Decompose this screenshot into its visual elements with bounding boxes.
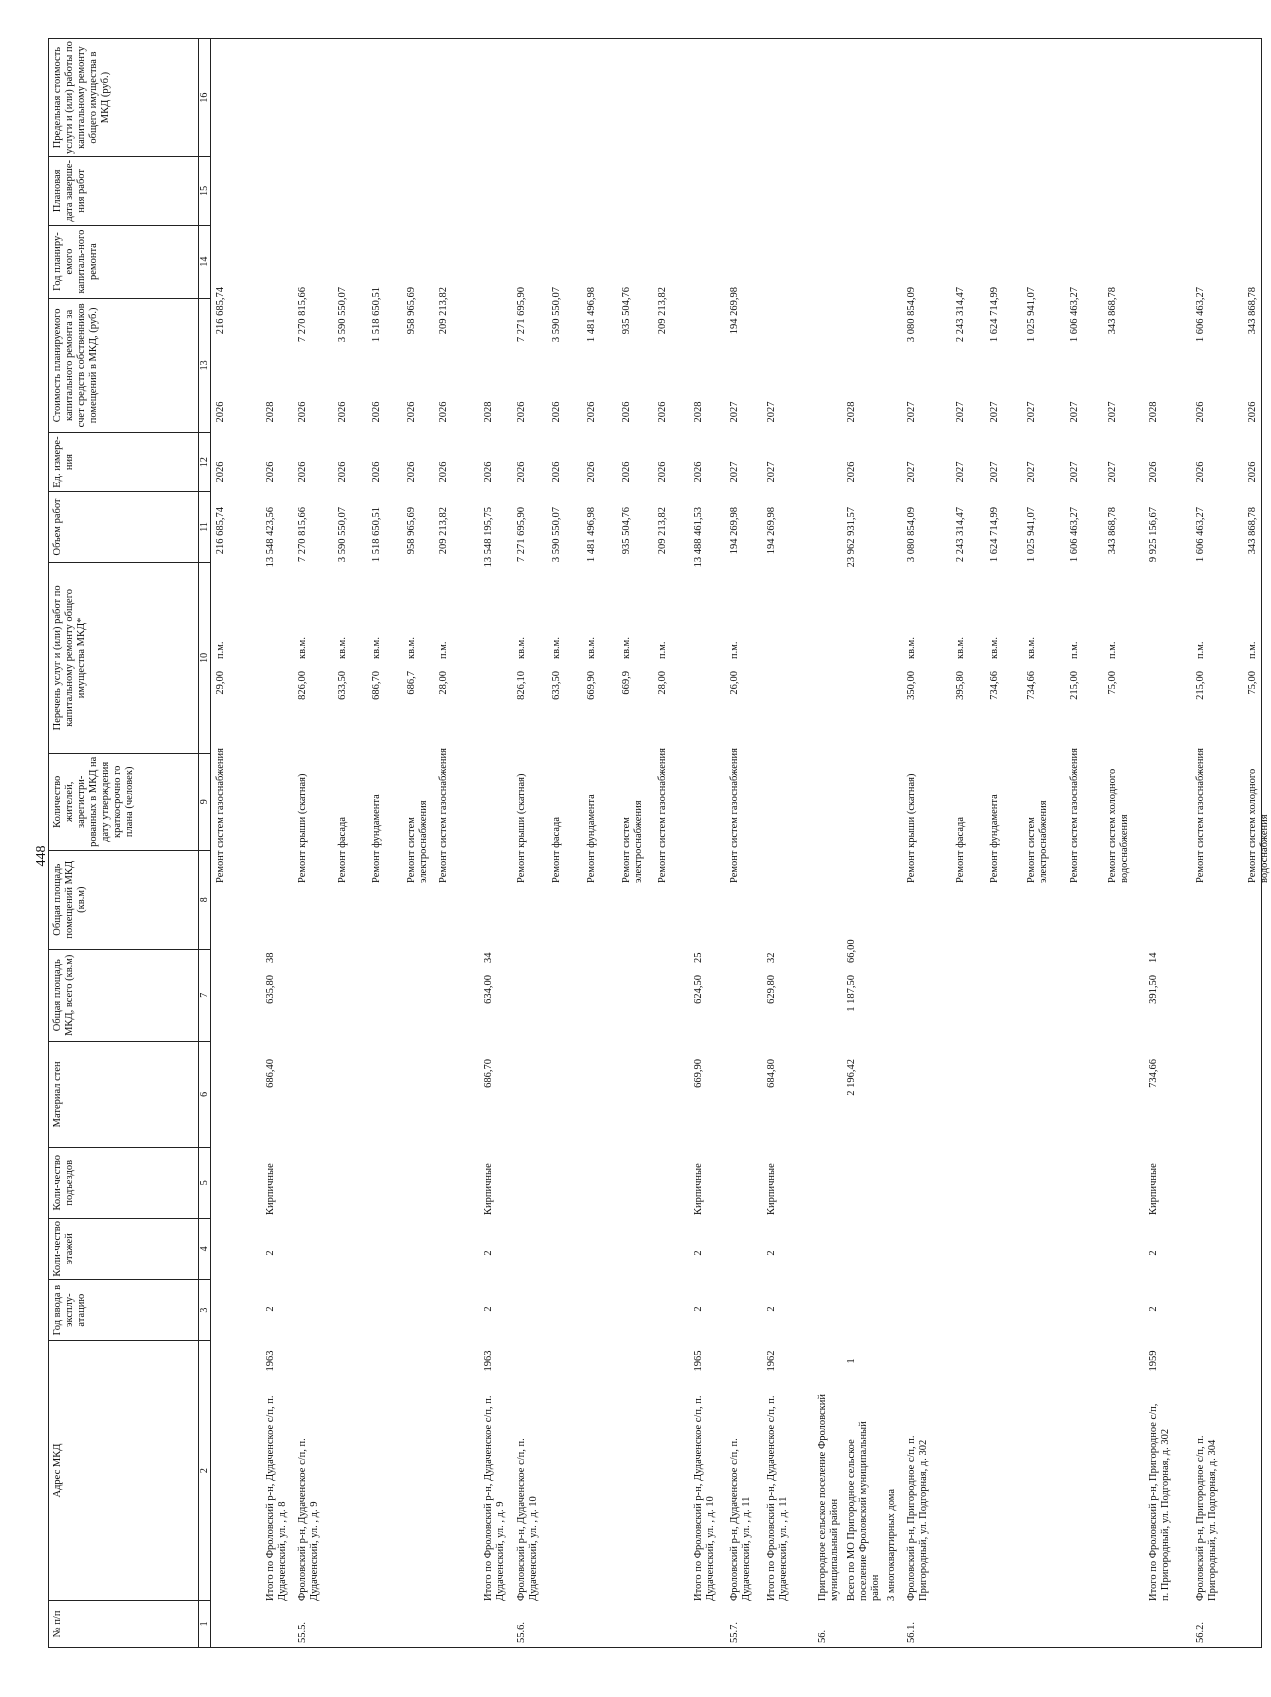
header-row — [49, 39, 199, 1648]
table-cell: 2027 — [1107, 461, 1118, 483]
table-row — [297, 39, 320, 1647]
table-cell: 3 590 550,07 — [551, 507, 562, 563]
table-cell: 1 025 941,07 — [1026, 507, 1037, 563]
table-cell: 958 965,69 — [406, 507, 417, 555]
table-cell: Ремонт систем электроснабжения — [1026, 800, 1049, 883]
table-cell: 2026 — [586, 401, 597, 423]
table-row — [846, 39, 881, 1647]
table-cell: 2026 — [406, 461, 417, 483]
table-cell: п.м. — [1107, 641, 1118, 659]
table-cell: 28,00 — [438, 671, 449, 695]
table-cell: Итого по Фроловский р-н, Дудаченское с/п, п. Дудаченский, ул. , д. 8 — [265, 1395, 288, 1601]
table-cell: кв.м. — [586, 637, 597, 659]
column-header: Коли-чество подъездов — [49, 1147, 199, 1218]
table-cell: 2027 — [1026, 401, 1037, 423]
table-cell: 2028 — [693, 401, 704, 423]
table-cell: 2026 — [337, 461, 348, 483]
table-cell: 56. — [817, 1629, 828, 1643]
table-cell: 2027 — [1107, 401, 1118, 423]
table-cell: 215,00 — [1195, 671, 1206, 700]
table-cell: 684,80 — [766, 1059, 777, 1088]
column-header: Ед. измере-ния — [49, 433, 199, 492]
table-cell: Итого по Фроловский р-н, Дудаченское с/п, п. Дудаченский, ул. , д. 10 — [693, 1395, 716, 1601]
table-cell: кв.м. — [621, 637, 632, 659]
table-cell: 7 271 695,90 — [516, 287, 527, 343]
table-row — [693, 39, 716, 1647]
table-row — [1195, 39, 1218, 1647]
table-cell: 395,80 — [955, 671, 966, 700]
table-cell: 3 590 550,07 — [551, 287, 562, 343]
column-number: 4 — [199, 1218, 211, 1279]
table-cell: 216 685,74 — [215, 507, 226, 555]
table-cell: Итого по Фроловский р-н, Дудаченское с/п, п. Дудаченский, ул. , д. 11 — [766, 1395, 789, 1601]
table-cell: 2026 — [621, 461, 632, 483]
table-cell: 669,9 — [621, 671, 632, 695]
table-row — [551, 39, 567, 1647]
table-cell: 634,00 — [483, 975, 494, 1004]
table-cell: 1 025 941,07 — [1026, 287, 1037, 343]
table-cell: 1 481 496,98 — [586, 287, 597, 343]
column-header: Адрес МКД — [49, 1341, 199, 1601]
table-cell: 1 518 650,51 — [371, 287, 382, 343]
table-cell: Фроловский р-н, Пригородное с/п, п. Пригородный, ул. Подгорная, д. 302 — [906, 1435, 929, 1601]
table-cell: 343 868,78 — [1247, 287, 1258, 335]
table-cell: Кирпичные — [483, 1163, 494, 1215]
table-cell: 1965 — [693, 1350, 704, 1372]
table-cell: п.м. — [1195, 641, 1206, 659]
table-cell: 1963 — [265, 1350, 276, 1372]
table-cell: Ремонт систем электроснабжения — [621, 800, 644, 883]
table-cell: кв.м. — [297, 637, 308, 659]
table-cell: 55.5. — [297, 1622, 308, 1643]
table-cell: 3 080 854,09 — [906, 287, 917, 343]
table-cell: Ремонт систем газоснабжения — [1069, 748, 1080, 883]
table-cell: 2026 — [1247, 461, 1258, 483]
table-row — [516, 39, 539, 1647]
table-cell: Ремонт фундамента — [989, 794, 1000, 883]
table-cell: 2028 — [1148, 401, 1159, 423]
table-cell: 2026 — [1195, 461, 1206, 483]
table-cell: 629,80 — [766, 975, 777, 1004]
table-cell: 2027 — [906, 401, 917, 423]
table-cell: 2 — [693, 1250, 704, 1256]
column-header: Материал стен — [49, 1041, 199, 1147]
capital-repair-table — [48, 38, 1270, 1648]
table-cell: 2028 — [846, 401, 857, 423]
table-cell: 2 196,42 — [846, 1059, 857, 1096]
table-cell: 2 — [1148, 1306, 1159, 1312]
column-header: № п/п — [49, 1600, 199, 1647]
table-cell: п.м. — [215, 641, 226, 659]
column-header: Предельная стоимость услуги и (или) работы по капитальному ремонту общего имущества в МКД (руб.) — [49, 39, 199, 157]
table-cell: Ремонт систем газоснабжения — [1195, 748, 1206, 883]
table-row — [1069, 39, 1085, 1647]
table-row — [657, 39, 673, 1647]
table-cell: 216 685,74 — [215, 287, 226, 335]
table-cell: 3 многоквартирных дома — [886, 1488, 897, 1601]
table-cell: 2027 — [1026, 461, 1037, 483]
table-row — [586, 39, 602, 1647]
table-cell: 23 962 931,57 — [846, 507, 857, 568]
table-cell: кв.м. — [371, 637, 382, 659]
table-cell: 2 — [265, 1250, 276, 1256]
table-cell: 2027 — [955, 461, 966, 483]
table-cell: Ремонт фундамента — [371, 794, 382, 883]
table-cell: Ремонт систем газоснабжения — [729, 748, 740, 883]
table-cell: Ремонт фундамента — [586, 794, 597, 883]
table-row — [1148, 39, 1171, 1647]
column-number: 16 — [199, 39, 211, 157]
table-cell: 2027 — [989, 401, 1000, 423]
table-cell: 56.2. — [1195, 1622, 1206, 1643]
table-cell: 2026 — [657, 401, 668, 423]
table-cell: Ремонт крыши (скатная) — [906, 773, 917, 883]
table-cell: 2026 — [1247, 401, 1258, 423]
table-cell: 209 213,82 — [438, 507, 449, 555]
table-cell: 2026 — [337, 401, 348, 423]
table-cell: кв.м. — [955, 637, 966, 659]
table-row — [265, 39, 288, 1647]
table-cell: 2 — [693, 1306, 704, 1312]
column-number: 14 — [199, 225, 211, 298]
table-cell: 7 270 815,66 — [297, 287, 308, 343]
table-cell: 2026 — [297, 401, 308, 423]
table-cell: 1959 — [1148, 1350, 1159, 1372]
table-cell: 2 — [766, 1250, 777, 1256]
table-cell: 66,00 — [846, 939, 857, 963]
column-header: Плановая дата заверше-ния работ — [49, 157, 199, 225]
table-cell: 75,00 — [1247, 671, 1258, 695]
table-cell: 686,7 — [406, 671, 417, 695]
table-cell: п.м. — [657, 641, 668, 659]
table-cell: 686,70 — [371, 671, 382, 700]
table-cell: 2026 — [551, 401, 562, 423]
table-cell: 2028 — [483, 401, 494, 423]
column-number: 13 — [199, 298, 211, 432]
column-number: 9 — [199, 753, 211, 850]
column-number: 12 — [199, 433, 211, 492]
table-cell: 2026 — [516, 401, 527, 423]
table-cell: Ремонт систем холодного водоснабжения — [1247, 768, 1270, 883]
table-cell: Итого по Фроловский р-н, Пригородное с/п, п. Пригородный, ул. Подгорная, д. 302 — [1148, 1403, 1171, 1601]
column-header: Стоимость планируемого капитального ремонта за счет средств собственников помещений в МКД, (руб.) — [49, 298, 199, 432]
table-row — [766, 39, 789, 1647]
column-number: 3 — [199, 1279, 211, 1340]
table-cell: 194 269,98 — [729, 287, 740, 335]
rotated-page — [48, 38, 1270, 1648]
table-cell: 7 271 695,90 — [516, 507, 527, 563]
table-cell: 1963 — [483, 1350, 494, 1372]
table-cell: 2026 — [406, 401, 417, 423]
table-cell: 343 868,78 — [1107, 507, 1118, 555]
table-cell: 2 — [483, 1306, 494, 1312]
table-row — [483, 39, 506, 1647]
table-row — [989, 39, 1005, 1647]
table-cell: 624,50 — [693, 975, 704, 1004]
table-cell: Пригородное сельское поселение Фроловский муниципальный район — [817, 1394, 840, 1601]
table-cell: 13 548 423,56 — [265, 507, 276, 568]
table-cell: 38 — [265, 952, 276, 963]
table-cell: 2 — [766, 1306, 777, 1312]
column-header: Коли-чество этажей — [49, 1218, 199, 1279]
table-cell: 2027 — [955, 401, 966, 423]
table-cell: 2026 — [265, 461, 276, 483]
table-cell: 25 — [693, 952, 704, 963]
table-cell: 194 269,98 — [766, 507, 777, 555]
table-cell: 55.6. — [516, 1622, 527, 1643]
table-body — [211, 39, 1270, 1648]
column-header: Объем работ — [49, 492, 199, 563]
table-cell: 34 — [483, 952, 494, 963]
table-cell: 2026 — [621, 401, 632, 423]
table-cell: 2027 — [766, 401, 777, 423]
table-cell: 1 606 463,27 — [1195, 507, 1206, 563]
table-cell: 734,66 — [989, 671, 1000, 700]
table-cell: 2 — [1148, 1250, 1159, 1256]
table-cell: 2026 — [371, 461, 382, 483]
table-cell: Кирпичные — [265, 1163, 276, 1215]
table-cell: 28,00 — [657, 671, 668, 695]
table-cell: Итого по Фроловский р-н, Дудаченское с/п, п. Дудаченский, ул. , д. 9 — [483, 1395, 506, 1601]
table-row — [621, 39, 644, 1647]
table-cell: 2027 — [729, 401, 740, 423]
table-cell: 1 606 463,27 — [1069, 287, 1080, 343]
table-cell: 2 — [483, 1250, 494, 1256]
column-number-row — [199, 39, 211, 1648]
table-cell: 669,90 — [693, 1059, 704, 1088]
table-cell: 75,00 — [1107, 671, 1118, 695]
table-row — [438, 39, 454, 1647]
table-row — [406, 39, 429, 1647]
table-cell: 2026 — [215, 401, 226, 423]
table-cell: 734,66 — [1026, 671, 1037, 700]
table-cell: 2027 — [729, 461, 740, 483]
column-number: 1 — [199, 1600, 211, 1647]
table-cell: 3 080 854,09 — [906, 507, 917, 563]
table-cell: 209 213,82 — [657, 287, 668, 335]
table-cell: 1 606 463,27 — [1195, 287, 1206, 343]
table-cell: 2026 — [297, 461, 308, 483]
table-cell: 9 925 156,67 — [1148, 507, 1159, 563]
table-cell: Всего по МО Пригородное сельское поселение Фроловский муниципальный район — [846, 1421, 881, 1601]
column-header: Перечень услуг и (или) работ по капитальному ремонту общего имущества МКД* — [49, 562, 199, 753]
table-cell: 2 243 314,47 — [955, 287, 966, 343]
table-cell: 350,00 — [906, 671, 917, 700]
table-cell: Кирпичные — [1148, 1163, 1159, 1215]
table-cell: 2026 — [516, 461, 527, 483]
table-cell: Ремонт фасада — [551, 816, 562, 883]
table-cell: 343 868,78 — [1107, 287, 1118, 335]
table-cell: Фроловский р-н, Дудаченское с/п, п. Дудаченский, ул. , д. 9 — [297, 1438, 320, 1601]
table-cell: кв.м. — [406, 637, 417, 659]
table-cell: 633,50 — [337, 671, 348, 700]
table-cell: п.м. — [729, 641, 740, 659]
table-cell: Ремонт систем электроснабжения — [406, 800, 429, 883]
table-cell: кв.м. — [337, 637, 348, 659]
column-number: 6 — [199, 1041, 211, 1147]
table-cell: 1 518 650,51 — [371, 507, 382, 563]
table-cell: 2026 — [551, 461, 562, 483]
table-cell: 343 868,78 — [1247, 507, 1258, 555]
column-number: 7 — [199, 949, 211, 1041]
table-cell: 2026 — [693, 461, 704, 483]
column-header: Количество жителей, зарегистри-рованных в МКД на дату утверждения краткосрочно го плана (человек) — [49, 753, 199, 850]
table-cell: 3 590 550,07 — [337, 507, 348, 563]
table-cell: 215,00 — [1069, 671, 1080, 700]
table-cell: Ремонт крыши (скатная) — [297, 773, 308, 883]
table-cell: 13 488 461,53 — [693, 507, 704, 568]
page-number: 448 — [34, 845, 49, 867]
table-cell: Ремонт систем газоснабжения — [438, 748, 449, 883]
table-cell: 826,00 — [297, 671, 308, 700]
table-cell: 2026 — [438, 401, 449, 423]
table-cell: 669,90 — [586, 671, 597, 700]
table-cell: п.м. — [1069, 641, 1080, 659]
table-cell: 1 — [846, 1358, 857, 1364]
table-row — [817, 39, 840, 1647]
table-cell: 209 213,82 — [438, 287, 449, 335]
table-cell: 2027 — [766, 461, 777, 483]
table-cell: Ремонт систем газоснабжения — [215, 748, 226, 883]
column-number: 5 — [199, 1147, 211, 1218]
table-cell: 1 624 714,99 — [989, 287, 1000, 343]
table-cell: 1 606 463,27 — [1069, 507, 1080, 563]
table-cell: п.м. — [438, 641, 449, 659]
table-cell: 686,40 — [265, 1059, 276, 1088]
table-cell: 1962 — [766, 1350, 777, 1372]
column-header: Год ввода в эксплу-атацию — [49, 1279, 199, 1340]
table-cell: п.м. — [1247, 641, 1258, 659]
table-row — [906, 39, 929, 1647]
table-row — [886, 39, 902, 1647]
table-cell: 935 504,76 — [621, 287, 632, 335]
table-cell: 1 624 714,99 — [989, 507, 1000, 563]
table-cell: Ремонт систем холодного водоснабжения — [1107, 768, 1130, 883]
table-cell: Кирпичные — [766, 1163, 777, 1215]
table-cell: 2026 — [657, 461, 668, 483]
column-number: 11 — [199, 492, 211, 563]
table-row — [1247, 39, 1270, 1647]
column-header: Общая площадь МКД, всего (кв.м) — [49, 949, 199, 1041]
table-cell: 958 965,69 — [406, 287, 417, 335]
table-cell: 2026 — [1148, 461, 1159, 483]
table-row — [1026, 39, 1049, 1647]
column-number: 15 — [199, 157, 211, 225]
table-cell: 2027 — [906, 461, 917, 483]
table-cell: 14 — [1148, 952, 1159, 963]
column-number: 10 — [199, 562, 211, 753]
table-cell: 7 270 815,66 — [297, 507, 308, 563]
table-cell: 826,10 — [516, 671, 527, 700]
table-cell: 32 — [766, 952, 777, 963]
table-cell: 2028 — [265, 401, 276, 423]
table-cell: 2026 — [483, 461, 494, 483]
table-cell: 2026 — [586, 461, 597, 483]
table-cell: 734,66 — [1148, 1059, 1159, 1088]
table-cell: 391,50 — [1148, 975, 1159, 1004]
column-header: Год планиру-емого капиталь-ного ремонта — [49, 225, 199, 298]
table-cell: 633,50 — [551, 671, 562, 700]
table-cell: 2026 — [1195, 401, 1206, 423]
table-cell: Фроловский р-н, Пригородное с/п, п. Пригородный, ул. Подгорная, д. 304 — [1195, 1435, 1218, 1601]
table-row — [1107, 39, 1130, 1647]
table-cell: 194 269,98 — [729, 507, 740, 555]
table-cell: 2027 — [1069, 401, 1080, 423]
table-cell: кв.м. — [1026, 637, 1037, 659]
table-cell: 935 504,76 — [621, 507, 632, 555]
table-cell: Ремонт фасада — [337, 816, 348, 883]
table-cell: кв.м. — [906, 637, 917, 659]
table-row — [955, 39, 971, 1647]
table-row — [729, 39, 752, 1647]
table-cell: Фроловский р-н, Дудаченское с/п, п. Дудаченский, ул. , д. 11 — [729, 1438, 752, 1601]
table-row — [215, 39, 231, 1647]
table-cell: 56.1. — [906, 1622, 917, 1643]
table-cell: 2027 — [1069, 461, 1080, 483]
table-cell: 686,70 — [483, 1059, 494, 1088]
table-row — [337, 39, 353, 1647]
column-number: 8 — [199, 850, 211, 949]
table-cell: 3 590 550,07 — [337, 287, 348, 343]
table-cell: 2026 — [215, 461, 226, 483]
table-cell: 2026 — [438, 461, 449, 483]
table-cell: 2026 — [846, 461, 857, 483]
table-cell: Ремонт крыши (скатная) — [516, 773, 527, 883]
column-header: Общая площадь помещений МКД (кв.м) — [49, 850, 199, 949]
table-cell: 2026 — [371, 401, 382, 423]
table-cell: кв.м. — [989, 637, 1000, 659]
table-cell: 26,00 — [729, 671, 740, 695]
table-row — [371, 39, 387, 1647]
table-cell: 635,80 — [265, 975, 276, 1004]
table-cell: кв.м. — [516, 637, 527, 659]
table-cell: 209 213,82 — [657, 507, 668, 555]
table-cell: 1 481 496,98 — [586, 507, 597, 563]
table-cell: Ремонт фасада — [955, 816, 966, 883]
table-cell: 2 243 314,47 — [955, 507, 966, 563]
column-number: 2 — [199, 1341, 211, 1601]
table-cell: 55.7. — [729, 1622, 740, 1643]
table-cell: 2027 — [989, 461, 1000, 483]
table-cell: Ремонт систем газоснабжения — [657, 748, 668, 883]
table-cell: 1 187,50 — [846, 975, 857, 1012]
table-cell: Кирпичные — [693, 1163, 704, 1215]
table-cell: кв.м. — [551, 637, 562, 659]
table-cell: 13 548 195,75 — [483, 507, 494, 568]
table-cell: Фроловский р-н, Дудаченское с/п, п. Дудаченский, ул. , д. 10 — [516, 1438, 539, 1601]
table-cell: 2 — [265, 1306, 276, 1312]
table-cell: 29,00 — [215, 671, 226, 695]
